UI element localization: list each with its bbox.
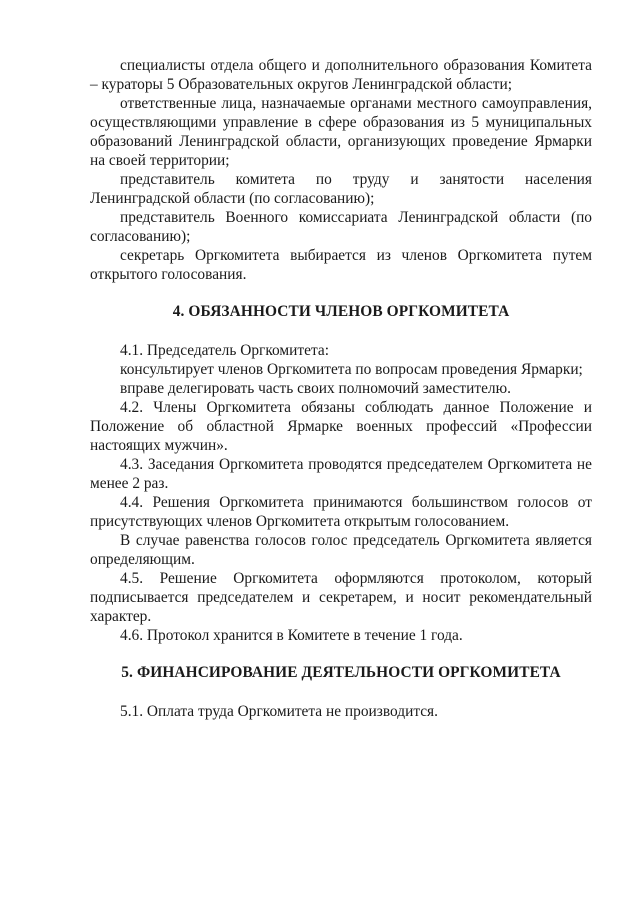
- paragraph-military-commissariat: представитель Военного комиссариата Ленинградской области (по согласованию);: [90, 209, 592, 245]
- paragraph-responsible-persons: ответственные лица, назначаемые органами местного самоуправления, осуществляющими управление в сфере образования из 5 муниципальных образований Ленинградской области, организующих проведение Ярмарки на своей территории;: [90, 95, 592, 169]
- paragraph-4-4-tie: В случае равенства голосов голос председатель Оргкомитета является определяющим.: [90, 532, 592, 568]
- document-page: [90, 56, 592, 721]
- section-4-heading: 4. ОБЯЗАННОСТИ ЧЛЕНОВ ОРГКОМИТЕТА: [172, 303, 510, 320]
- spacer: [90, 284, 592, 302]
- spacer: [90, 645, 592, 663]
- paragraph-4-1-delegates: вправе делегировать часть своих полномочий заместителю.: [120, 380, 511, 397]
- spacer: [90, 321, 592, 341]
- paragraph-4-6: 4.6. Протокол хранится в Комитете в течение 1 года.: [120, 627, 463, 644]
- spacer: [90, 682, 592, 702]
- paragraph-5-1: 5.1. Оплата труда Оргкомитета не производится.: [120, 703, 438, 720]
- paragraph-4-1: 4.1. Председатель Оргкомитета:: [120, 342, 329, 359]
- paragraph-labor-committee: представитель комитета по труду и занятости населения Ленинградской области (по согласованию);: [90, 171, 592, 207]
- paragraph-4-4: 4.4. Решения Оргкомитета принимаются большинством голосов от присутствующих членов Оргкомитета открытым голосованием.: [90, 494, 592, 530]
- section-5-heading: 5. ФИНАНСИРОВАНИЕ ДЕЯТЕЛЬНОСТИ ОРГКОМИТЕТА: [121, 664, 561, 681]
- paragraph-secretary: секретарь Оргкомитета выбирается из членов Оргкомитета путем открытого голосования.: [90, 247, 592, 283]
- paragraph-4-5: 4.5. Решение Оргкомитета оформляются протоколом, который подписывается председателем и секретарем, и носит рекомендательный характер.: [90, 570, 592, 625]
- paragraph-curators: специалисты отдела общего и дополнительного образования Комитета – кураторы 5 Образовательных округов Ленинградской области;: [90, 57, 592, 93]
- paragraph-4-1-consults: консультирует членов Оргкомитета по вопросам проведения Ярмарки;: [120, 361, 583, 378]
- paragraph-4-2: 4.2. Члены Оргкомитета обязаны соблюдать данное Положение и Положение об областной Ярмарке военных профессий «Профессии настоящих мужчин».: [90, 399, 592, 454]
- paragraph-4-3: 4.3. Заседания Оргкомитета проводятся председателем Оргкомитета не менее 2 раз.: [90, 456, 592, 492]
